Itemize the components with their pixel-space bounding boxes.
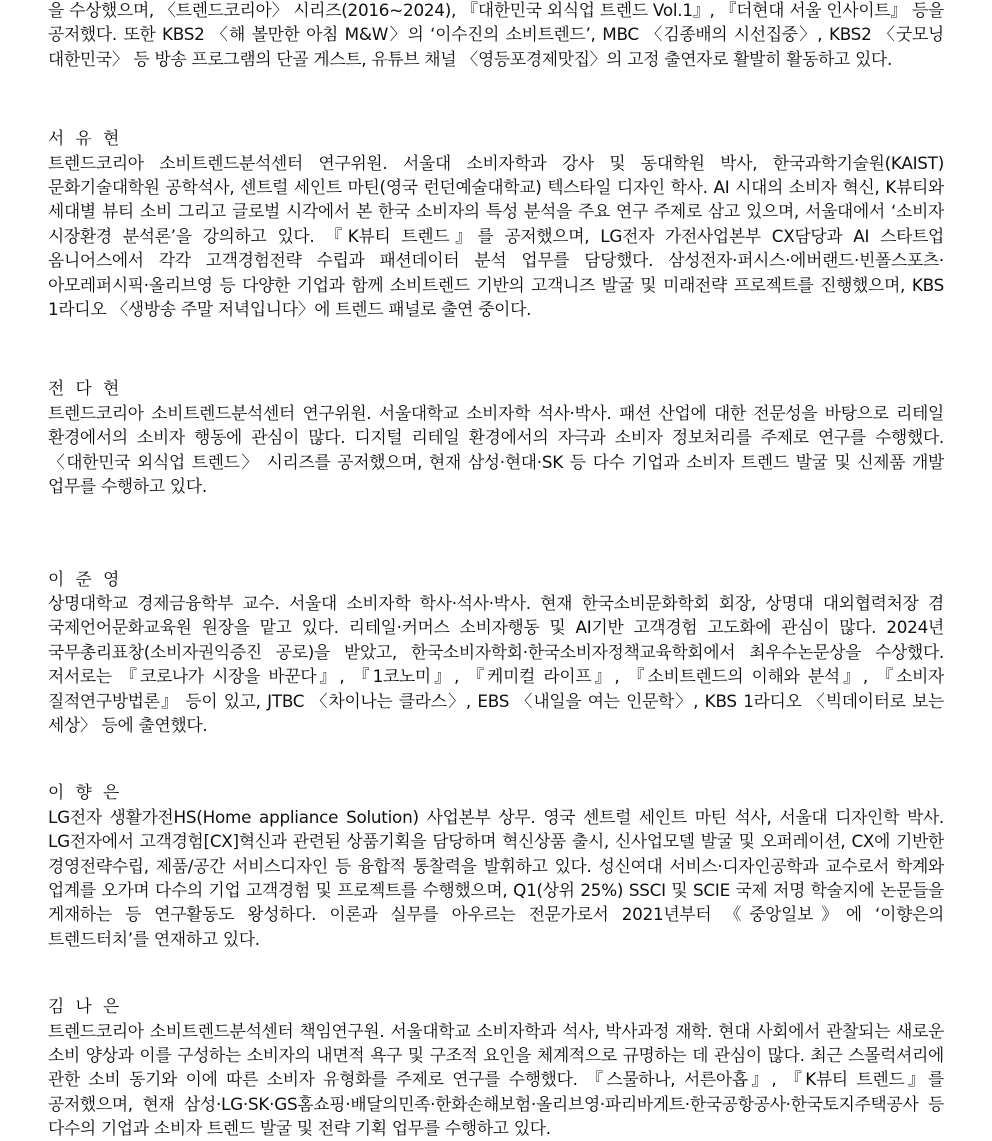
bio-kim-naeun xyxy=(48,994,944,1140)
spacer xyxy=(48,321,944,376)
author-name: 서 유 현 xyxy=(48,128,123,149)
author-bio-text: 트렌드코리아 소비트렌드분석센터 연구위원. 서울대학교 소비자학 석사·박사. 패션 산업에 대한 전문성을 바탕으로 리테일 환경에서의 소비자 행동에 관심이 많다. 디지털 리테일 환경에서의 자극과 소비자 정보처리를 주제로 연구를 수행했다. 〈대한민국 외식업 트렌드〉 시리즈를 공저했으며, 현재 삼성·현대·SK 등 다수 기업과 소비자 트렌드 발굴 및 신제품 개발 업무를 수행하고 있다. xyxy=(48,402,944,497)
author-name: 전 다 현 xyxy=(48,378,123,399)
author-bio-text: 트렌드코리아 소비트렌드분석센터 책임연구원. 서울대학교 소비자학과 석사, 박사과정 재학. 현대 사회에서 관찰되는 새로운 소비 양상과 이를 구성하는 소비자의 내면적 욕구 및 구조적 요인을 체계적으로 규명하는 데 관심이 많다. 최근 스몰럭셔리에 관한 소비 동기와 이에 따른 소비자 유형화를 주제로 연구를 수행했다. 『스물하나, 서른아홉』, 『K뷰티 트렌드』를 공저했으며, 현재 삼성·LG·SK·GS홈쇼핑·배달의민족·한화손해보험·올리브영·파리바게트·한국공항공사·한국토지주택공사 등 다수의 기업과 소비자 트렌드 발굴 및 전략 기획 업무를 수행하고 있다. xyxy=(48,1020,944,1139)
bio-lee-hyangeun xyxy=(48,780,944,951)
author-bio-text: 상명대학교 경제금융학부 교수. 서울대 소비자학 학사·석사·박사. 현재 한국소비문화학회 회장, 상명대 대외협력처장 겸 국제언어문화교육원 원장을 맡고 있다. 리테일·커머스 소비자행동 및 AI기반 고객경험 고도화에 관심이 많다. 2024년 국무총리표창(소비자권익증진 공로)을 받았고, 한국소비자학회·한국소비자정책교육학회에서 최우수논문상을 수상했다. 저서로는 『코로나가 시장을 바꾼다』, 『1코노미』, 『케미컬 라이프』, 『소비트렌드의 이해와 분석』, 『소비자 질적연구방법론』 등이 있고, JTBC 〈차이나는 클라스〉, EBS 〈내일을 여는 인문학〉, KBS 1라디오 〈빅데이터로 보는 세상〉 등에 출연했다. xyxy=(48,592,944,735)
intro-paragraph: 을 수상했으며, 〈트렌드코리아〉 시리즈(2016~2024), 『대한민국 외식업 트렌드 Vol.1』, 『더현대 서울 인사이트』 등을 공저했다. 또한 KBS2 〈해 볼만한 아침 M&W〉의 ‘이수진의 소비트렌드’, MBC 〈김종배의 시선집중〉, KBS2 〈굿모닝 대한민국〉 등 방송 프로그램의 단골 게스트, 유튜브 채널 〈영등포경제맛집〉의 고정 출연자로 활발히 활동하고 있다. xyxy=(48,0,944,69)
spacer xyxy=(48,737,944,780)
spacer xyxy=(48,499,944,567)
author-bios-page xyxy=(48,0,944,1141)
bio-lee-junyoung xyxy=(48,567,944,738)
author-name: 김 나 은 xyxy=(48,996,123,1017)
author-bio-text: 트렌드코리아 소비트렌드분석센터 연구위원. 서울대 소비자학과 강사 및 동대학원 박사, 한국과학기술원(KAIST) 문화기술대학원 공학석사, 센트럴 세인트 마틴(영국 런던예술대학교) 텍스타일 디자인 학사. AI 시대의 소비자 혁신, K뷰티와 세대별 뷰티 소비 그리고 글로벌 시각에서 본 한국 소비자의 특성 분석을 주요 연구 주제로 삼고 있으며, 서울대에서 ‘소비자 시장환경 분석론’을 강의하고 있다. 『K뷰티 트렌드』를 공저했으며, LG전자 가전사업본부 CX담당과 AI 스타트업 옴니어스에서 각각 고객경험전략 수립과 패션데이터 분석 업무를 담당했다. 삼성전자·퍼시스·에버랜드·빈폴스포츠·아모레퍼시픽·올리브영 등 다양한 기업과 함께 소비트렌드 기반의 고객니즈 발굴 및 미래전략 프로젝트를 진행했으며, KBS 1라디오 〈생방송 주말 저녁입니다〉에 트렌드 패널로 출연 중이다. xyxy=(48,152,944,320)
author-name: 이 준 영 xyxy=(48,568,123,589)
spacer xyxy=(48,71,944,126)
bio-seo-yuhyun xyxy=(48,126,944,321)
spacer xyxy=(48,951,944,994)
author-bio-text: LG전자 생활가전HS(Home appliance Solution) 사업본부 상무. 영국 센트럴 세인트 마틴 석사, 서울대 디자인학 박사. LG전자에서 고객경험[CX]혁신과 관련된 상품기획을 담당하며 혁신상품 출시, 신사업모델 발굴 및 오퍼레이션, CX에 기반한 경영전략수립, 제품/공간 서비스디자인 등 융합적 통찰력을 발휘하고 있다. 성신여대 서비스·디자인공학과 교수로서 학계와 업계를 오가며 다수의 기업 고객경험 및 프로젝트를 수행했으며, Q1(상위 25%) SSCI 및 SCIE 국제 저명 학술지에 논문들을 게재하는 등 연구활동도 왕성하다. 이론과 실무를 아우르는 전문가로서 2021년부터 《중앙일보》에 ‘이향은의 트렌드터치’를 연재하고 있다. xyxy=(48,806,944,949)
author-name: 이 향 은 xyxy=(48,782,123,803)
bio-jeon-dahyun xyxy=(48,376,944,498)
